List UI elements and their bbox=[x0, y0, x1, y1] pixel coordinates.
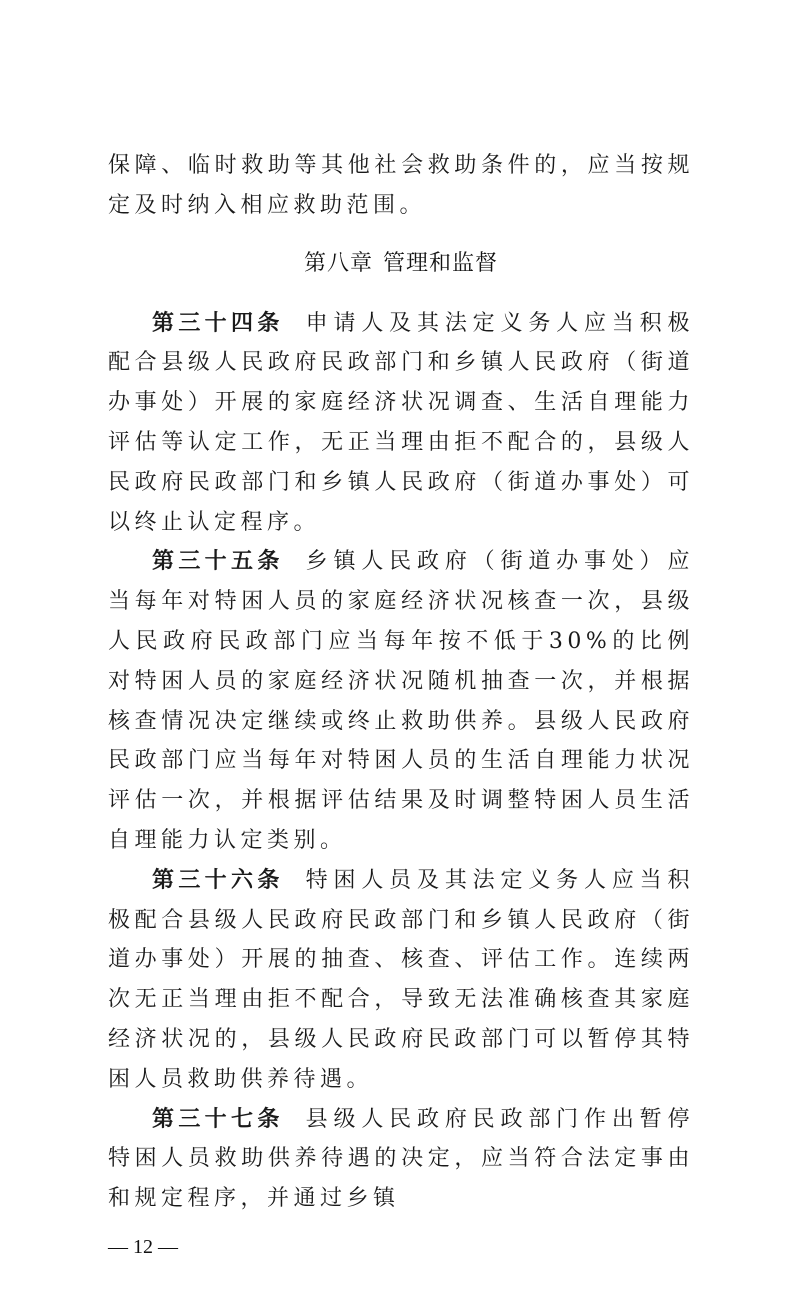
chapter-title: 管理和监督 bbox=[383, 250, 499, 276]
article-title: 第三十六条 bbox=[152, 867, 284, 893]
page-number: — 12 — bbox=[108, 1235, 178, 1258]
article-37 bbox=[108, 1100, 694, 1219]
article-34 bbox=[108, 304, 694, 543]
chapter-number: 第八章 bbox=[303, 250, 373, 276]
article-36 bbox=[108, 861, 694, 1100]
article-text: 申请人及其法定义务人应当积极配合县级人民政府民政部门和乡镇人民政府（街道办事处）开展的家庭经济状况调查、生活自理能力评估等认定工作，无正当理由拒不配合的，县级人民政府民政部门和乡镇人民政府（街道办事处）可以终止认定程序。 bbox=[108, 310, 694, 535]
article-35 bbox=[108, 542, 694, 860]
chapter-heading bbox=[108, 244, 694, 284]
article-text: 特困人员及其法定义务人应当积极配合县级人民政府民政部门和乡镇人民政府（街道办事处）开展的抽查、核查、评估工作。连续两次无正当理由拒不配合，导致无法准确核查其家庭经济状况的，县级人民政府民政部门可以暂停其特困人员救助供养待遇。 bbox=[108, 867, 694, 1092]
article-title: 第三十七条 bbox=[152, 1106, 284, 1132]
article-title: 第三十四条 bbox=[152, 310, 284, 336]
article-text: 县级人民政府民政部门作出暂停特困人员救助供养待遇的决定，应当符合法定事由和规定程序，并通过乡镇 bbox=[108, 1106, 694, 1212]
article-title: 第三十五条 bbox=[152, 549, 284, 575]
article-text: 乡镇人民政府（街道办事处）应当每年对特困人员的家庭经济状况核查一次，县级人民政府民政部门应当每年按不低于30%的比例对特困人员的家庭经济状况随机抽查一次，并根据核查情况决定继续或终止救助供养。县级人民政府民政部门应当每年对特困人员的生活自理能力状况评估一次，并根据评估结果及时调整特困人员生活自理能力认定类别。 bbox=[108, 549, 694, 853]
continued-paragraph: 保障、临时救助等其他社会救助条件的，应当按规定及时纳入相应救助范围。 bbox=[108, 153, 694, 218]
